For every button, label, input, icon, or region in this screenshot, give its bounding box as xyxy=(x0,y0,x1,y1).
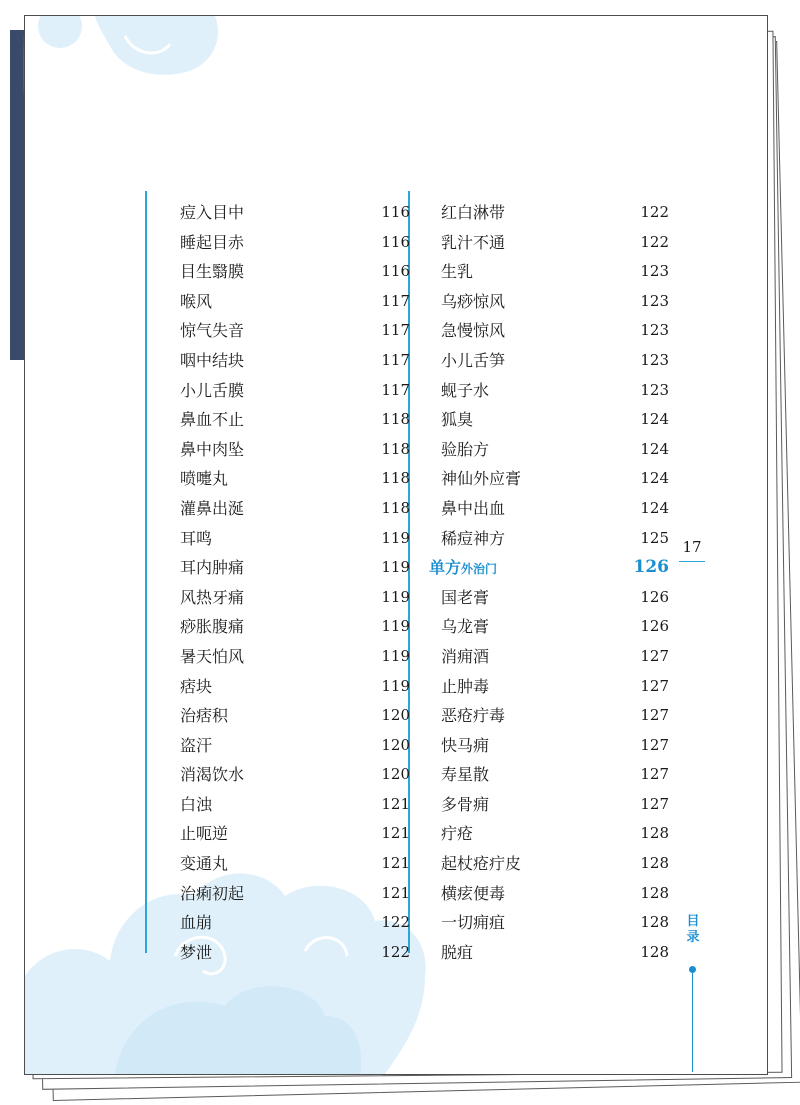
toc-entry-page: 117 xyxy=(381,321,410,340)
toc-entry-page: 124 xyxy=(640,498,669,517)
toc-entry-page: 123 xyxy=(640,350,669,369)
toc-entry-title: 一切痈疽 xyxy=(441,913,506,933)
toc-entry-title: 寿星散 xyxy=(441,765,490,785)
toc-entry[interactable] xyxy=(180,228,410,258)
toc-entry-page: 122 xyxy=(640,203,669,221)
toc-entry-page: 128 xyxy=(640,942,669,961)
toc-entry[interactable] xyxy=(180,908,410,938)
toc-entry[interactable] xyxy=(180,316,410,346)
toc-entry[interactable] xyxy=(443,405,669,435)
toc-entry[interactable] xyxy=(443,908,669,938)
toc-entry-title: 梦泄 xyxy=(180,942,213,962)
toc-entry[interactable] xyxy=(180,198,410,228)
toc-entry-page: 116 xyxy=(381,232,410,251)
toc-left-column xyxy=(180,198,410,967)
toc-entry-page: 117 xyxy=(381,291,410,310)
toc-entry[interactable] xyxy=(443,346,669,376)
left-column-rule xyxy=(145,191,147,953)
toc-entry-page: 123 xyxy=(640,291,669,310)
toc-entry[interactable] xyxy=(443,790,669,820)
toc-entry[interactable] xyxy=(443,228,669,258)
toc-entry[interactable] xyxy=(443,583,669,613)
toc-entry[interactable] xyxy=(180,642,410,672)
toc-entry-title: 止呃逆 xyxy=(180,824,229,844)
toc-entry[interactable] xyxy=(443,612,669,642)
toc-entry-page: 121 xyxy=(381,854,410,873)
toc-entry[interactable] xyxy=(443,494,669,524)
toc-entry[interactable] xyxy=(180,672,410,702)
toc-entry-title: 生乳 xyxy=(441,262,474,282)
toc-entry-page: 121 xyxy=(381,824,410,843)
toc-entry-title: 治痞积 xyxy=(180,706,229,726)
toc-entry-page: 125 xyxy=(640,528,669,547)
toc-entry-page: 117 xyxy=(381,350,410,369)
toc-entry-page: 124 xyxy=(640,439,669,458)
toc-entry-page: 116 xyxy=(381,203,410,221)
toc-entry[interactable] xyxy=(443,879,669,909)
section-title-main: 单方 xyxy=(429,558,462,578)
toc-entry[interactable] xyxy=(180,790,410,820)
toc-entry-title: 治痢初起 xyxy=(180,883,245,903)
toc-right-column xyxy=(429,198,669,967)
toc-entry[interactable] xyxy=(443,672,669,702)
toc-entry-title: 暑天怕风 xyxy=(180,646,245,666)
toc-entry-title: 变通丸 xyxy=(180,854,229,874)
toc-entry-page: 123 xyxy=(640,262,669,281)
toc-entry-title: 消痈酒 xyxy=(441,646,490,666)
toc-entry[interactable] xyxy=(180,435,410,465)
toc-entry-title: 起杖疮疔皮 xyxy=(441,854,522,874)
toc-entry-title: 小儿舌膜 xyxy=(180,380,245,400)
toc-entry[interactable] xyxy=(443,819,669,849)
side-marker-line xyxy=(692,972,693,1072)
toc-entry-title: 痘入目中 xyxy=(180,203,245,222)
toc-entry-title: 狐臭 xyxy=(441,410,474,430)
toc-entry-title: 喉风 xyxy=(180,291,213,311)
toc-entry-title: 疔疮 xyxy=(441,824,474,844)
toc-entry-page: 127 xyxy=(640,765,669,784)
toc-entry[interactable] xyxy=(180,553,410,583)
toc-entry-title: 鼻中肉坠 xyxy=(180,439,245,459)
toc-entry-title: 横痃便毒 xyxy=(441,883,506,903)
toc-entry-title: 验胎方 xyxy=(441,439,490,459)
toc-entry-page: 116 xyxy=(381,262,410,281)
toc-entry-page: 122 xyxy=(381,942,410,961)
toc-entry[interactable] xyxy=(180,819,410,849)
toc-entry-title: 目生翳膜 xyxy=(180,262,245,282)
toc-entry[interactable] xyxy=(443,198,669,228)
toc-entry-page: 119 xyxy=(381,676,410,695)
toc-entry-title: 脱疽 xyxy=(441,942,474,962)
toc-section-heading[interactable] xyxy=(429,553,669,583)
toc-entry[interactable] xyxy=(180,257,410,287)
toc-entry-title: 血崩 xyxy=(180,913,213,933)
toc-entry[interactable] xyxy=(180,287,410,317)
toc-entry-page: 119 xyxy=(381,646,410,665)
toc-entry-title: 红白淋带 xyxy=(441,203,506,222)
section-title xyxy=(429,553,497,585)
toc-entry[interactable] xyxy=(443,849,669,879)
toc-entry-title: 风热牙痛 xyxy=(180,587,245,607)
toc-entry-page: 119 xyxy=(381,587,410,606)
toc-entry-page: 128 xyxy=(640,913,669,932)
toc-entry-title: 急慢惊风 xyxy=(441,321,506,341)
toc-entry[interactable] xyxy=(443,701,669,731)
side-section-title: 目录 xyxy=(686,914,700,945)
toc-entry[interactable] xyxy=(180,405,410,435)
toc-entry-title: 睡起目赤 xyxy=(180,232,245,252)
toc-entry-page: 119 xyxy=(381,617,410,636)
toc-entry-page: 120 xyxy=(381,735,410,754)
toc-entry[interactable] xyxy=(443,760,669,790)
toc-entry-page: 118 xyxy=(381,439,410,458)
toc-entry[interactable] xyxy=(180,938,410,968)
toc-entry-page: 127 xyxy=(640,794,669,813)
toc-entry-page: 121 xyxy=(381,883,410,902)
toc-entry-title: 惊气失音 xyxy=(180,321,245,341)
toc-entry[interactable] xyxy=(443,642,669,672)
toc-entry[interactable] xyxy=(443,316,669,346)
toc-entry[interactable] xyxy=(443,376,669,406)
toc-entry-title: 盗汗 xyxy=(180,735,213,755)
toc-entry[interactable] xyxy=(443,938,669,968)
toc-entry-page: 120 xyxy=(381,765,410,784)
toc-entry-page: 118 xyxy=(381,469,410,488)
toc-entry-page: 117 xyxy=(381,380,410,399)
toc-entry-title: 痧胀腹痛 xyxy=(180,617,245,637)
page-number-underline xyxy=(679,561,705,562)
toc-entry-title: 快马痈 xyxy=(441,735,490,755)
toc-entry-title: 喷嚏丸 xyxy=(180,469,229,489)
toc-entry[interactable] xyxy=(180,760,410,790)
toc-entry-title: 蚬子水 xyxy=(441,380,490,400)
toc-entry-title: 消渴饮水 xyxy=(180,765,245,785)
toc-entry-page: 119 xyxy=(381,528,410,547)
toc-entry[interactable] xyxy=(443,731,669,761)
toc-entry-page: 120 xyxy=(381,706,410,725)
book-page xyxy=(24,15,768,1075)
toc-entry-title: 咽中结块 xyxy=(180,350,245,370)
toc-entry-title: 乳汁不通 xyxy=(441,232,506,252)
toc-entry-title: 乌龙膏 xyxy=(441,617,490,637)
toc-entry-page: 127 xyxy=(640,735,669,754)
toc-entry[interactable] xyxy=(180,731,410,761)
toc-entry-page: 127 xyxy=(640,706,669,725)
toc-entry-page: 118 xyxy=(381,498,410,517)
toc-entry[interactable] xyxy=(180,583,410,613)
toc-entry-page: 126 xyxy=(640,587,669,606)
toc-entry-title: 国老膏 xyxy=(441,587,490,607)
toc-entry[interactable] xyxy=(180,849,410,879)
toc-entry-title: 痞块 xyxy=(180,676,213,696)
toc-entry-page: 128 xyxy=(640,854,669,873)
page-number: 17 xyxy=(682,538,702,556)
toc-entry[interactable] xyxy=(180,464,410,494)
toc-entry-title: 小儿舌笋 xyxy=(441,350,506,370)
toc-entry-page: 119 xyxy=(381,558,410,577)
toc-entry-page: 128 xyxy=(640,883,669,902)
toc-entry-page: 122 xyxy=(640,232,669,251)
toc-entry-page: 124 xyxy=(640,469,669,488)
toc-entry-title: 乌痧惊风 xyxy=(441,291,506,311)
toc-entry-title: 白浊 xyxy=(180,794,213,814)
toc-entry[interactable] xyxy=(443,464,669,494)
section-subtitle: 外治门 xyxy=(461,562,498,577)
toc-entry-page: 124 xyxy=(640,410,669,429)
toc-entry-title: 稀痘神方 xyxy=(441,528,506,548)
toc-entry[interactable] xyxy=(443,524,669,554)
toc-entry[interactable] xyxy=(180,346,410,376)
toc-entry[interactable] xyxy=(180,701,410,731)
toc-entry-page: 121 xyxy=(381,794,410,813)
toc-entry[interactable] xyxy=(180,524,410,554)
toc-entry[interactable] xyxy=(180,612,410,642)
toc-entry-title: 多骨痈 xyxy=(441,794,490,814)
toc-entry[interactable] xyxy=(180,879,410,909)
toc-entry-page: 128 xyxy=(640,824,669,843)
toc-entry-title: 鼻血不止 xyxy=(180,410,245,430)
toc-entry[interactable] xyxy=(443,435,669,465)
toc-entry-title: 耳鸣 xyxy=(180,528,213,548)
toc-entry-page: 122 xyxy=(381,913,410,932)
toc-entry[interactable] xyxy=(180,376,410,406)
toc-entry[interactable] xyxy=(443,257,669,287)
toc-entry-title: 灌鼻出涎 xyxy=(180,498,245,518)
toc-entry-page: 127 xyxy=(640,646,669,665)
toc-entry-page: 118 xyxy=(381,410,410,429)
toc-entry-title: 耳内肿痛 xyxy=(180,558,245,578)
toc-entry[interactable] xyxy=(180,494,410,524)
toc-entry-page: 126 xyxy=(640,617,669,636)
toc-entry-page: 123 xyxy=(640,321,669,340)
toc-entry[interactable] xyxy=(443,287,669,317)
toc-entry-page: 123 xyxy=(640,380,669,399)
toc-entry-page: 127 xyxy=(640,676,669,695)
toc-entry-title: 神仙外应膏 xyxy=(441,469,522,489)
toc-entry-title: 恶疮疔毒 xyxy=(441,706,506,726)
toc-entry-title: 止肿毒 xyxy=(441,676,490,696)
section-page: 126 xyxy=(633,557,669,578)
toc-entry-title: 鼻中出血 xyxy=(441,498,506,518)
